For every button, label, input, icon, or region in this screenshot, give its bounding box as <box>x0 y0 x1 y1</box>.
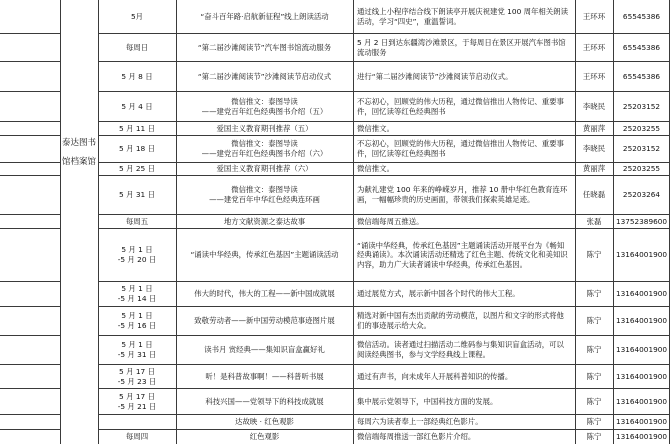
table-row <box>0 282 670 307</box>
table-row <box>0 229 670 282</box>
activity-title-cell: 科技兴国——党领导下的科技成就展 <box>205 396 324 406</box>
description-cell: 不忘初心，回顾党的伟大历程，通过微信推出人物传记、重要事件，回忆读等红色经典图书 <box>357 96 564 116</box>
phone-cell: 13164001900 <box>615 250 668 260</box>
date-end: -5 月 31 日 <box>117 350 157 359</box>
contact-person-cell: 陈宁 <box>586 432 602 442</box>
description-cell: 5 月 2 日到达东疆湾沙滩景区，于每周日在景区开展汽车图书馆流动服务 <box>357 37 566 57</box>
contact-person-cell: 李晓民 <box>582 101 606 111</box>
description-cell: 进行“第二届沙滩阅读节”沙滩阅读节启动仪式。 <box>357 71 513 81</box>
contact-person-cell: 陈宁 <box>586 396 602 406</box>
activity-title-cell: 读书月 赏经典——集知识盲盒赢好礼 <box>204 345 325 355</box>
activity-subtitle-line: ——建党百年中华红色经典连环画 <box>209 195 320 204</box>
phone-cell: 13164001900 <box>615 396 668 406</box>
contact-person-cell: 陈宁 <box>586 417 602 427</box>
description-cell: 精选对新中国有杰出贡献的劳动模范，以图片和文字的形式将他们的事迹展示给大众。 <box>357 311 564 330</box>
column-divider <box>575 0 576 444</box>
date-cell: 5月 <box>130 11 144 21</box>
date-cell <box>98 415 176 429</box>
org-column <box>60 0 98 444</box>
table-row <box>0 62 670 92</box>
date-start: 5 月 17 日 <box>119 366 155 376</box>
date-cell: 5 月 31 日 <box>119 190 155 200</box>
organization-label: 泰达图书馆档案馆 <box>61 138 96 167</box>
contact-person-cell: 任晓磊 <box>582 190 606 200</box>
contact-person-cell: 黄丽萍 <box>582 164 606 174</box>
phone-cell: 13164001900 <box>615 432 668 442</box>
activity-title-line: 微信推文：泰图导读 <box>231 185 298 195</box>
date-cell: 每周日 <box>125 42 149 52</box>
contact-person-cell: 陈宁 <box>586 289 602 299</box>
date-cell: 5 月 8 日 <box>121 71 153 81</box>
table-row <box>0 176 670 215</box>
activity-title-cell: 爱国主义教育期刊推荐（六） <box>216 164 313 174</box>
table-row <box>0 0 670 34</box>
date-cell <box>98 336 176 364</box>
phone-cell: 13164001900 <box>615 289 668 299</box>
table-row <box>0 163 670 176</box>
date-start: 5 月 1 日 <box>121 284 153 294</box>
contact-person-cell: 王环环 <box>582 42 606 52</box>
contact-person-cell: 王环环 <box>582 71 606 81</box>
activity-title-cell: 听！是科普故事啊！——科普听书展 <box>205 371 324 381</box>
date-cell: 每周四 <box>125 432 149 442</box>
contact-person-cell: 陈宁 <box>586 371 602 381</box>
phone-cell: 65545386 <box>622 11 661 21</box>
description-cell: 微信推文。 <box>357 164 394 174</box>
date-cell <box>98 282 176 306</box>
column-divider <box>613 0 614 444</box>
table-row <box>0 307 670 336</box>
phone-cell: 13164001900 <box>615 417 668 427</box>
date-cell <box>98 307 176 335</box>
phone-cell: 13164001900 <box>615 345 668 355</box>
phone-cell: 13164001900 <box>615 316 668 326</box>
phone-cell: 25203255 <box>622 123 661 133</box>
phone-cell: 25203255 <box>622 164 661 174</box>
phone-cell: 25203264 <box>622 190 661 200</box>
date-cell <box>98 365 176 388</box>
activity-title-cell: 地方文献资源之泰达故事 <box>223 216 306 226</box>
date-end: -5 月 20 日 <box>117 255 157 264</box>
contact-person-cell: 李晓民 <box>582 144 606 154</box>
activity-title-cell: “第二届沙滩阅读节”沙滩阅读节启动仪式 <box>197 71 332 81</box>
description-cell: 微信活动。读者通过扫描活动二维码参与集知识盲盒活动，可以阅读经典图书，参与文学经典线上课程。 <box>357 340 564 359</box>
description-cell: 微信端每周五推送。 <box>357 216 424 226</box>
activity-title-cell: 红色观影 <box>249 432 280 442</box>
date-cell: 5 月 11 日 <box>119 123 155 133</box>
date-end: -5 月 14 日 <box>117 294 157 303</box>
phone-cell: 13164001900 <box>615 371 668 381</box>
column-divider <box>98 0 99 444</box>
contact-person-cell: 张磊 <box>586 216 602 226</box>
table-row <box>0 92 670 122</box>
table-row <box>0 122 670 136</box>
table-row <box>0 215 670 229</box>
activity-subtitle-line: ——建党百年红色经典图书介绍（五） <box>201 106 328 116</box>
date-start: 5 月 1 日 <box>121 311 153 321</box>
date-cell <box>98 389 176 414</box>
activity-title-cell: 致敬劳动者——新中国劳动模范事迹图片展 <box>194 316 335 326</box>
phone-cell: 13752389600 <box>615 216 668 226</box>
phone-cell: 65545386 <box>622 71 661 81</box>
activity-title-line: 微信推文：泰图导读 <box>231 139 298 149</box>
phone-cell: 65545386 <box>622 42 661 52</box>
table-row <box>0 336 670 365</box>
date-cell: 5 月 25 日 <box>119 164 155 174</box>
table-row <box>0 415 670 430</box>
description-cell: 通过展览方式，展示新中国各个时代的伟大工程。 <box>357 289 520 299</box>
date-end: -5 月 16 日 <box>117 321 157 330</box>
activity-title-cell: 爱国主义教育期刊推荐（五） <box>216 123 313 133</box>
activity-title-cell <box>176 176 353 214</box>
activity-subtitle-line: ——建党百年红色经典图书介绍（六） <box>201 149 328 158</box>
contact-person-cell: 陈宁 <box>586 316 602 326</box>
description-cell: 为献礼建党 100 年来的峥嵘岁月，推荐 10 册中华红色教育连环画，一幅幅珍贵的历史画面，带领我们探索英雄足迹。 <box>357 185 568 204</box>
description-cell: 通过线上小程序结合线下朗读亭开展庆祝建党 100 周年相关朗读活动，学习“四史”，重温誓词。 <box>357 6 568 26</box>
column-divider <box>176 0 177 444</box>
date-start: 5 月 17 日 <box>119 391 155 401</box>
activity-title-cell: “第二届沙滩阅读节”汽车图书馆流动服务 <box>197 42 332 52</box>
date-start: 5 月 1 日 <box>121 245 153 255</box>
activity-title-cell: “奋斗百年路·启航新征程”线上朗读活动 <box>200 11 329 21</box>
table-row <box>0 389 670 415</box>
date-end: -5 月 21 日 <box>117 401 157 411</box>
description-cell: 不忘初心，回顾党的伟大历程，通过微信推出人物传记、重要事件，回忆读等红色经典图书 <box>357 139 564 158</box>
description-cell: 通过有声书，向未成年人开展科普知识的传播。 <box>357 371 513 381</box>
date-cell: 每周五 <box>125 216 149 226</box>
column-divider <box>353 0 354 444</box>
date-start: 5 月 1 日 <box>121 340 153 350</box>
contact-person-cell: 王环环 <box>582 11 606 21</box>
date-end: -5 月 23 日 <box>117 376 157 386</box>
description-cell: “诵读中华经典，传承红色基因”主题诵读活动开展平台为《畅知经典诵读》。本次诵读活动还精选了红色主题、传统文化和美知识内容，助力广大读者诵读中华经典，传承红色基因。 <box>357 240 568 269</box>
description-cell: 微信推文。 <box>357 123 394 133</box>
date-cell: 5 月 18 日 <box>119 144 155 154</box>
table-row <box>0 365 670 389</box>
phone-cell: 25203152 <box>622 144 661 154</box>
table-row <box>0 34 670 62</box>
column-divider <box>60 0 61 444</box>
activity-title-cell: “诵读中华经典，传承红色基因”主题诵读活动 <box>190 250 339 260</box>
activity-title-cell: 伟大的时代，伟大的工程——新中国成就展 <box>194 289 335 299</box>
date-cell <box>98 229 176 281</box>
activity-title-cell <box>176 92 353 121</box>
table-row <box>0 136 670 163</box>
table-row <box>0 430 670 444</box>
activity-title-cell <box>176 136 353 162</box>
contact-person-cell: 陈宁 <box>586 250 602 260</box>
description-cell: 每周六为读者奉上一部经典红色影片。 <box>357 417 483 427</box>
activity-title-cell: 达故映 · 红色观影 <box>235 417 294 427</box>
contact-person-cell: 陈宁 <box>586 345 602 355</box>
contact-person-cell: 黄丽萍 <box>582 123 606 133</box>
description-cell: 微信端每周推送一部红色影片介绍。 <box>357 432 476 442</box>
date-cell: 5 月 4 日 <box>121 101 153 111</box>
description-cell: 集中展示党领导下，中国科技方面的发展。 <box>357 396 498 406</box>
activity-title-line: 微信推文：泰图导读 <box>231 96 298 106</box>
phone-cell: 25203152 <box>622 101 661 111</box>
